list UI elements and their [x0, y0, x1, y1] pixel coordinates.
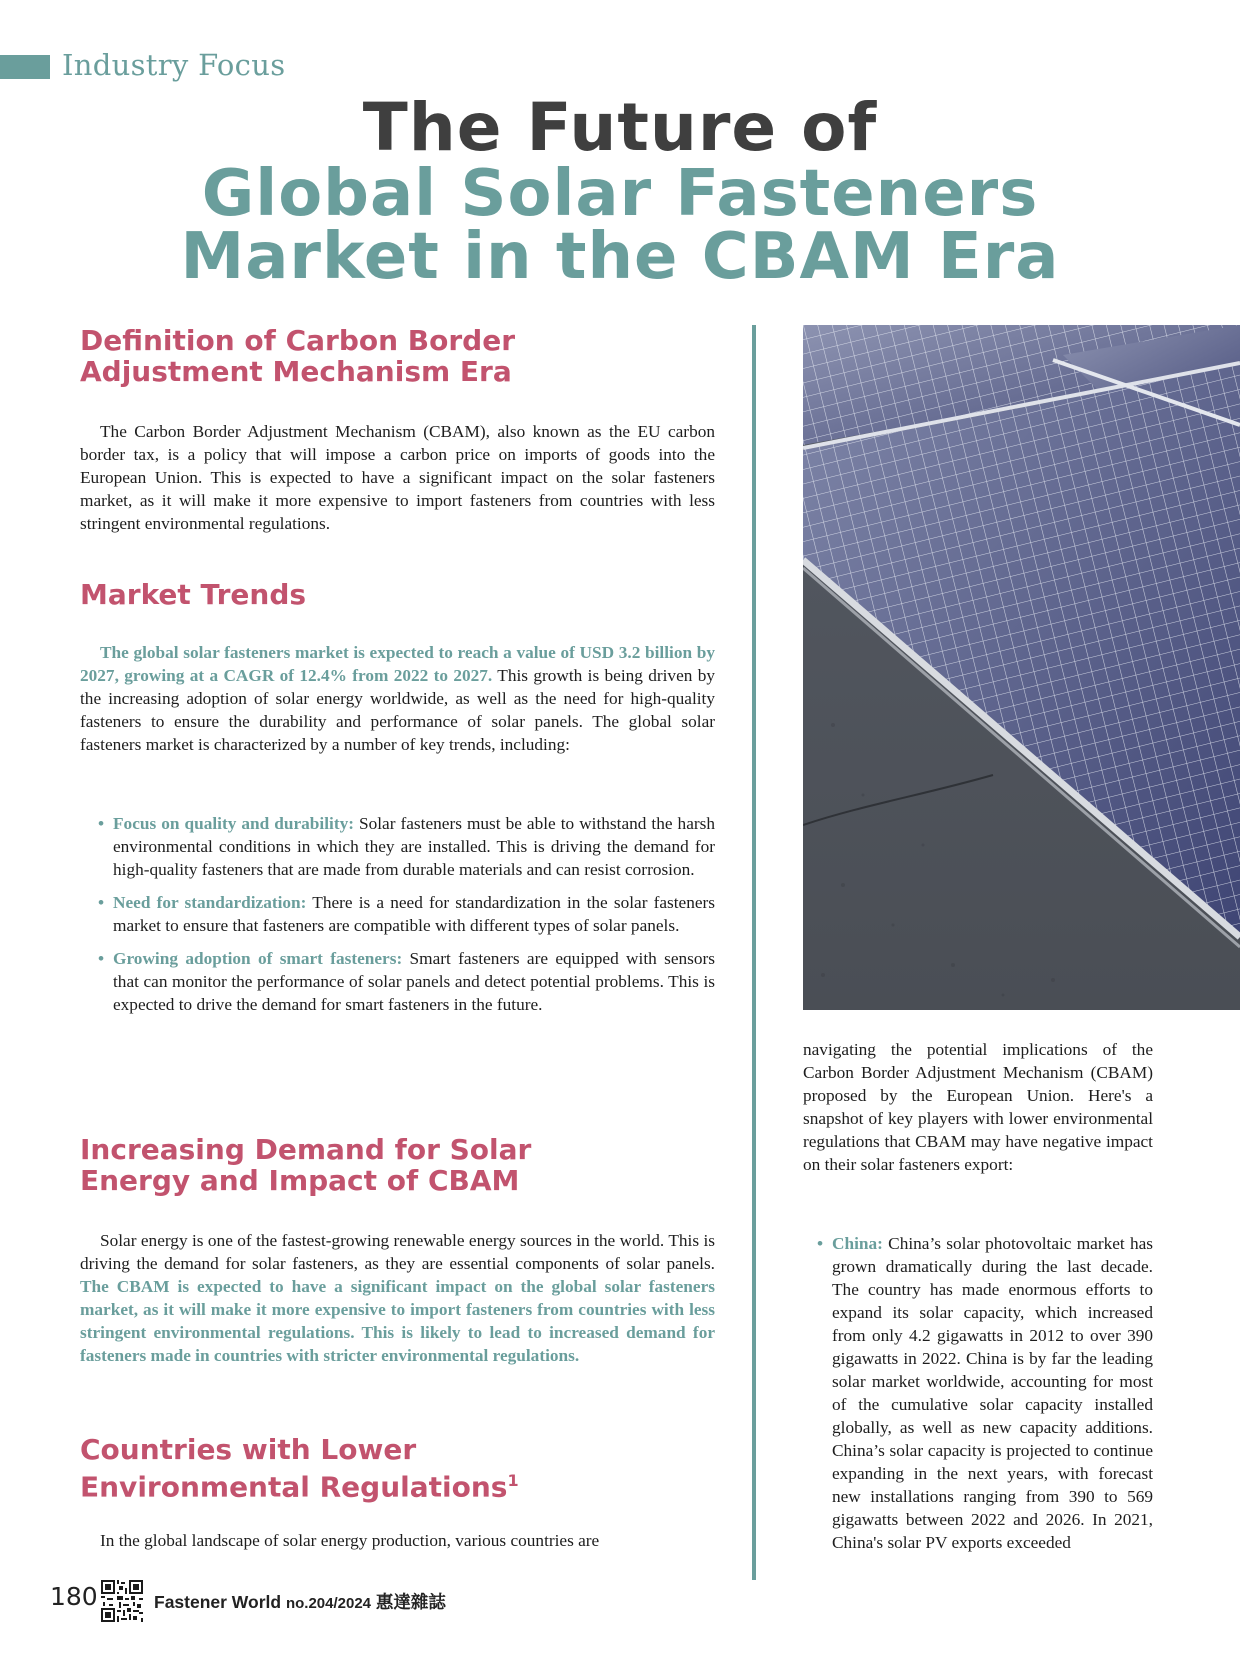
section-heading-solar-demand	[80, 1134, 720, 1196]
heading-line: Countries with Lower	[80, 1433, 417, 1466]
section-heading-cbam-definition	[80, 325, 720, 387]
bullet-label: Need for standardization:	[113, 893, 307, 912]
paragraph-solar-demand	[80, 1229, 715, 1367]
article-title-line-2: Global Solar Fasteners	[201, 157, 1039, 231]
section-tag-bar	[0, 55, 50, 79]
paragraph-market-trends	[80, 641, 715, 756]
bullet-icon: •	[817, 1234, 824, 1253]
article-title-line-3: Market in the CBAM Era	[180, 220, 1060, 294]
footer-magazine-info	[154, 1589, 446, 1614]
countries-list	[803, 1232, 1153, 1554]
paragraph-text: In the global landscape of solar energy production, various countries are	[100, 1531, 600, 1550]
paragraph-lower-regulations-start	[80, 1529, 715, 1552]
section-tag: Industry Focus	[62, 48, 286, 82]
heading-line: Definition of Carbon Border	[80, 324, 516, 357]
page-number: 180	[50, 1582, 98, 1611]
bullet-text: Solar fasteners must be able to withstand the harsh environmental conditions in which they are installed. This is driving the demand for high-quality fasteners that are made from durable materials and can resist corrosion.	[113, 814, 715, 879]
magazine-name: Fastener World	[154, 1592, 282, 1612]
heading-text: Environmental Regulations	[80, 1470, 508, 1504]
paragraph-cbam-definition	[80, 420, 715, 535]
heading-line: Increasing Demand for Solar	[80, 1133, 532, 1166]
paragraph-lower-regulations-continued: navigating the potential implications of the Carbon Border Adjustment Mechanism (CBAM) proposed by the European Union. Here's a snapshot of key players with lower environmental regulations that CBAM may have negative impact on their solar fasteners export:	[803, 1040, 1153, 1174]
paragraph-text: Solar energy is one of the fastest-growing renewable energy sources in the world. This is driving the demand for solar fasteners, as they are essential components of solar panels.	[80, 1231, 715, 1273]
article-title-line-1: The Future of	[362, 89, 878, 166]
solar-panel-photo	[803, 325, 1240, 1010]
paragraph-text: The Carbon Border Adjustment Mechanism (CBAM), also known as the EU carbon border tax, is a policy that will impose a carbon price on imports of goods into the European Union. This is expected to have a significant impact on the solar fasteners market, as it will make it more expensive to import fasteners from countries with less stringent environmental regulations.	[80, 422, 715, 533]
list-item	[80, 891, 715, 937]
magazine-chinese-title: 惠達雜誌	[375, 1592, 446, 1612]
list-item	[80, 947, 715, 1016]
footnote-marker: 1	[507, 1471, 519, 1490]
bullet-text: China’s solar photovoltaic market has grown dramatically during the last decade. The country has made enormous efforts to expand its solar capacity, which increased from only 4.2 gigawatts in 2012 to over 390 gigawatts in 2022. China is by far the leading solar market worldwide, accounting for most of the cumulative solar capacity installed globally, as well as new capacity additions. China’s solar capacity is projected to continue expanding in the next years, with forecast new installations ranging from 390 to 569 gigawatts between 2022 and 2026. In 2021, China's solar PV exports exceeded	[832, 1234, 1153, 1552]
market-trends-list	[80, 812, 715, 1026]
bullet-label: Growing adoption of smart fasteners:	[113, 949, 403, 968]
list-item	[80, 812, 715, 881]
bullet-text: Smart fasteners are equipped with sensors that can monitor the performance of solar panels and detect potential problems. This is expected to drive the demand for smart fasteners in the future.	[113, 949, 715, 1014]
highlight-text: The CBAM is expected to have a significant impact on the global solar fasteners market, as it will make it more expensive to import fasteners from countries with less stringent environmental regulations. This is likely to lead to increased demand for fasteners made in countries with stricter environmental regulations.	[80, 1277, 715, 1365]
qr-code-icon	[101, 1580, 143, 1622]
column-divider	[752, 325, 756, 1580]
bullet-text: There is a need for standardization in the solar fasteners market to ensure that fasteners are compatible with different types of solar panels.	[113, 893, 716, 935]
list-item	[803, 1232, 1153, 1554]
bullet-label: Focus on quality and durability:	[113, 814, 354, 833]
section-heading-lower-regulations	[80, 1434, 720, 1502]
heading-line: Adjustment Mechanism Era	[80, 355, 512, 388]
bullet-icon: •	[98, 893, 105, 912]
issue-number: no.204/2024	[285, 1595, 372, 1612]
bullet-icon: •	[98, 949, 105, 968]
paragraph-text: This growth is being driven by the increasing adoption of solar energy worldwide, as well as the need for high-quality fasteners to ensure the durability and performance of solar panels. The global solar fasteners market is characterized by a number of key trends, including:	[80, 666, 716, 754]
bullet-icon: •	[98, 814, 105, 833]
section-heading-market-trends: Market Trends	[80, 578, 307, 611]
bullet-label: China:	[832, 1234, 883, 1253]
heading-line	[80, 1465, 720, 1502]
highlight-text: The global solar fasteners market is expected to reach a value of USD 3.2 billion by 2027, growing at a CAGR of 12.4% from 2022 to 2027.	[80, 643, 715, 685]
heading-line: Energy and Impact of CBAM	[80, 1164, 520, 1197]
